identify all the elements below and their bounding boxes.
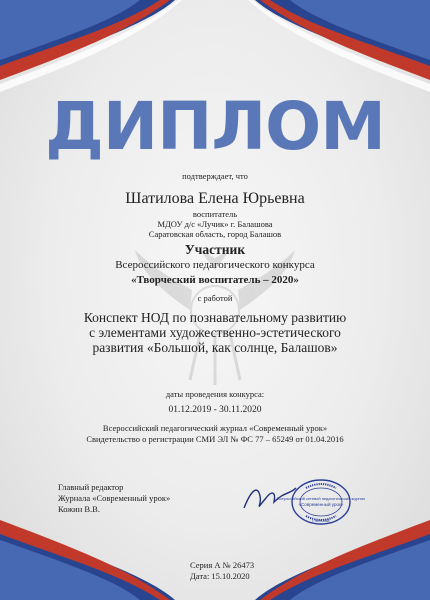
- recipient-position: воспитатель: [192, 209, 238, 219]
- issue-date: Дата: 15.10.2020: [190, 571, 250, 581]
- work-title-line-2: с элементами художественно-эстетического: [89, 325, 341, 340]
- contest-dates: 01.12.2019 - 30.11.2020: [168, 405, 262, 415]
- dates-label: даты проведения конкурса:: [165, 389, 265, 399]
- journal-name: Всероссийский педагогический журнал «Современный урок»: [102, 423, 328, 433]
- with-work-label: с работой: [197, 293, 233, 303]
- editor-title: Главный редактор: [58, 482, 124, 492]
- editor-journal: Журнала «Современный урок»: [58, 493, 171, 503]
- stamp-center-text: «Современный урок»: [298, 502, 344, 507]
- work-title-line-3: развития «Большой, как солнце, Балашов»: [92, 340, 338, 355]
- recipient-location: Саратовская область, город Балашов: [148, 229, 282, 239]
- registration-info: Свидетельство о регистрации СМИ ЭЛ № ФС 77 – 65249 от 01.04.2016: [86, 434, 344, 444]
- series-number: Серия А № 26473: [190, 560, 255, 570]
- recipient-organization: МДОУ д/с «Лучик» г. Балашова: [157, 219, 273, 229]
- editor-name: Кожин В.В.: [58, 504, 100, 514]
- stamp-ring-bottom: г. МОСКВА: [312, 519, 330, 523]
- confirms-text: подтверждает, что: [182, 171, 248, 181]
- contest-type: Всероссийского педагогического конкурса: [115, 259, 315, 271]
- participant-status: Участник: [184, 242, 246, 257]
- diploma-title: ДИПЛОМ: [45, 88, 385, 165]
- work-title-line-1: Конспект НОД по познавательному развитию: [83, 310, 347, 325]
- journal-stamp: [276, 478, 366, 526]
- recipient-name: Шатилова Елена Юрьевна: [125, 190, 305, 207]
- contest-name: «Творческий воспитатель – 2020»: [131, 274, 299, 286]
- stamp-ring-top: Всероссийский сетевой педагогический журнал: [276, 496, 366, 501]
